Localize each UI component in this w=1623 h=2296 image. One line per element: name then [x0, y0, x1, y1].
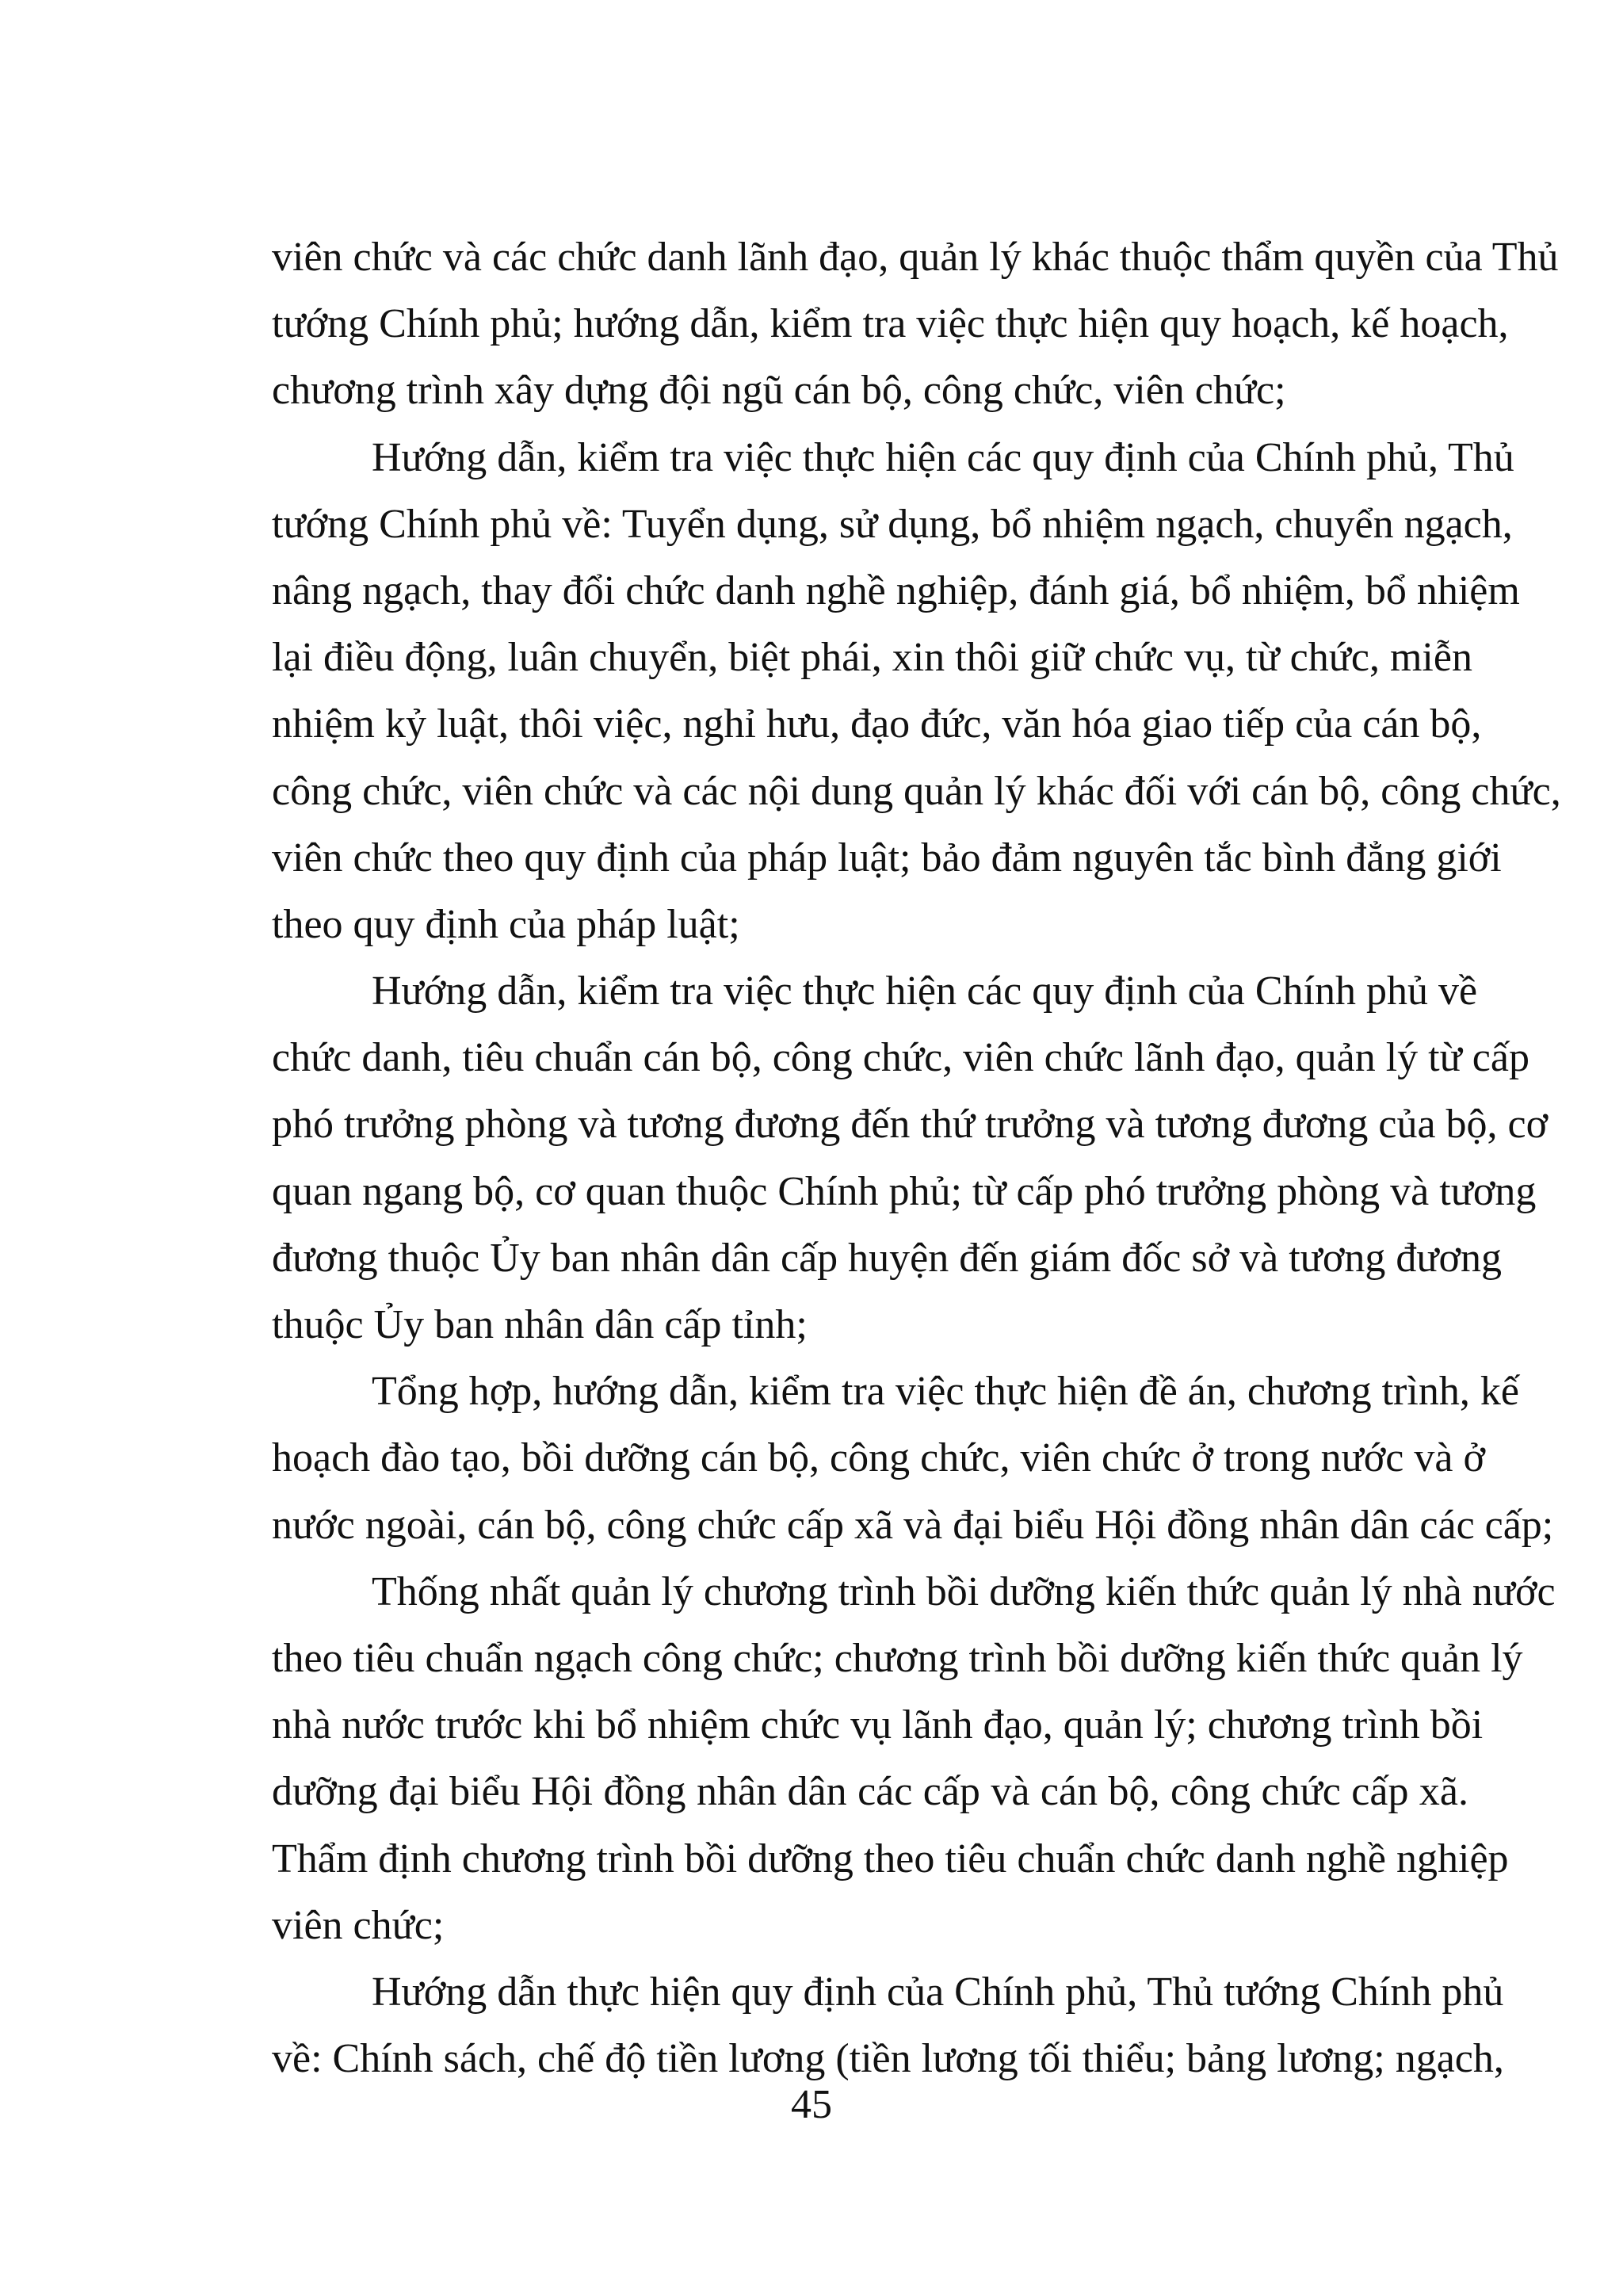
- text-line: nâng ngạch, thay đổi chức danh nghề nghiệp, đánh giá, bổ nhiệm, bổ nhiệm: [272, 567, 1520, 613]
- text-line: chương trình xây dựng đội ngũ cán bộ, công chức, viên chức;: [272, 368, 1286, 414]
- text-line: theo quy định của pháp luật;: [272, 901, 740, 947]
- body-text: [272, 224, 1561, 2092]
- paragraph-first-line: Hướng dẫn, kiểm tra việc thực hiện các quy định của Chính phủ, Thủ: [372, 434, 1514, 480]
- text-line: nhiệm kỷ luật, thôi việc, nghỉ hưu, đạo đức, văn hóa giao tiếp của cán bộ,: [272, 701, 1482, 747]
- text-line: tướng Chính phủ; hướng dẫn, kiểm tra việc thực hiện quy hoạch, kế hoạch,: [272, 301, 1509, 347]
- text-line: về: Chính sách, chế độ tiền lương (tiền lương tối thiểu; bảng lương; ngạch,: [272, 2036, 1504, 2082]
- text-line: công chức, viên chức và các nội dung quản lý khác đối với cán bộ, công chức,: [272, 768, 1561, 814]
- text-line: theo tiêu chuẩn ngạch công chức; chương trình bồi dưỡng kiến thức quản lý: [272, 1635, 1523, 1681]
- page-number: 45: [791, 2082, 832, 2127]
- text-line: hoạch đào tạo, bồi dưỡng cán bộ, công chức, viên chức ở trong nước và ở: [272, 1435, 1485, 1481]
- text-line: viên chức và các chức danh lãnh đạo, quản lý khác thuộc thẩm quyền của Thủ: [272, 235, 1559, 280]
- text-line: quan ngang bộ, cơ quan thuộc Chính phủ; từ cấp phó trưởng phòng và tương: [272, 1168, 1537, 1214]
- text-line: đương thuộc Ủy ban nhân dân cấp huyện đến giám đốc sở và tương đương: [272, 1235, 1503, 1281]
- text-line: phó trưởng phòng và tương đương đến thứ trưởng và tương đương của bộ, cơ: [272, 1102, 1549, 1148]
- text-line: nước ngoài, cán bộ, công chức cấp xã và đại biểu Hội đồng nhân dân các cấp;: [272, 1502, 1554, 1548]
- text-line: Thẩm định chương trình bồi dưỡng theo tiêu chuẩn chức danh nghề nghiệp: [272, 1836, 1509, 1881]
- text-line: viên chức;: [272, 1902, 445, 1948]
- text-line: thuộc Ủy ban nhân dân cấp tỉnh;: [272, 1302, 808, 1347]
- paragraph-first-line: Hướng dẫn, kiểm tra việc thực hiện các quy định của Chính phủ về: [372, 968, 1478, 1014]
- paragraph-first-line: Thống nhất quản lý chương trình bồi dưỡng kiến thức quản lý nhà nước: [372, 1568, 1556, 1614]
- text-line: lại điều động, luân chuyển, biệt phái, xin thôi giữ chức vụ, từ chức, miễn: [272, 635, 1472, 681]
- paragraph-first-line: Hướng dẫn thực hiện quy định của Chính phủ, Thủ tướng Chính phủ: [372, 1969, 1504, 2015]
- text-line: dưỡng đại biểu Hội đồng nhân dân các cấp và cán bộ, công chức cấp xã.: [272, 1769, 1468, 1815]
- text-line: chức danh, tiêu chuẩn cán bộ, công chức, viên chức lãnh đạo, quản lý từ cấp: [272, 1035, 1529, 1081]
- text-line: viên chức theo quy định của pháp luật; bảo đảm nguyên tắc bình đẳng giới: [272, 835, 1502, 881]
- text-line: tướng Chính phủ về: Tuyển dụng, sử dụng, bổ nhiệm ngạch, chuyển ngạch,: [272, 501, 1513, 547]
- paragraph-first-line: Tổng hợp, hướng dẫn, kiểm tra việc thực hiện đề án, chương trình, kế: [372, 1369, 1519, 1415]
- text-line: nhà nước trước khi bổ nhiệm chức vụ lãnh đạo, quản lý; chương trình bồi: [272, 1702, 1484, 1748]
